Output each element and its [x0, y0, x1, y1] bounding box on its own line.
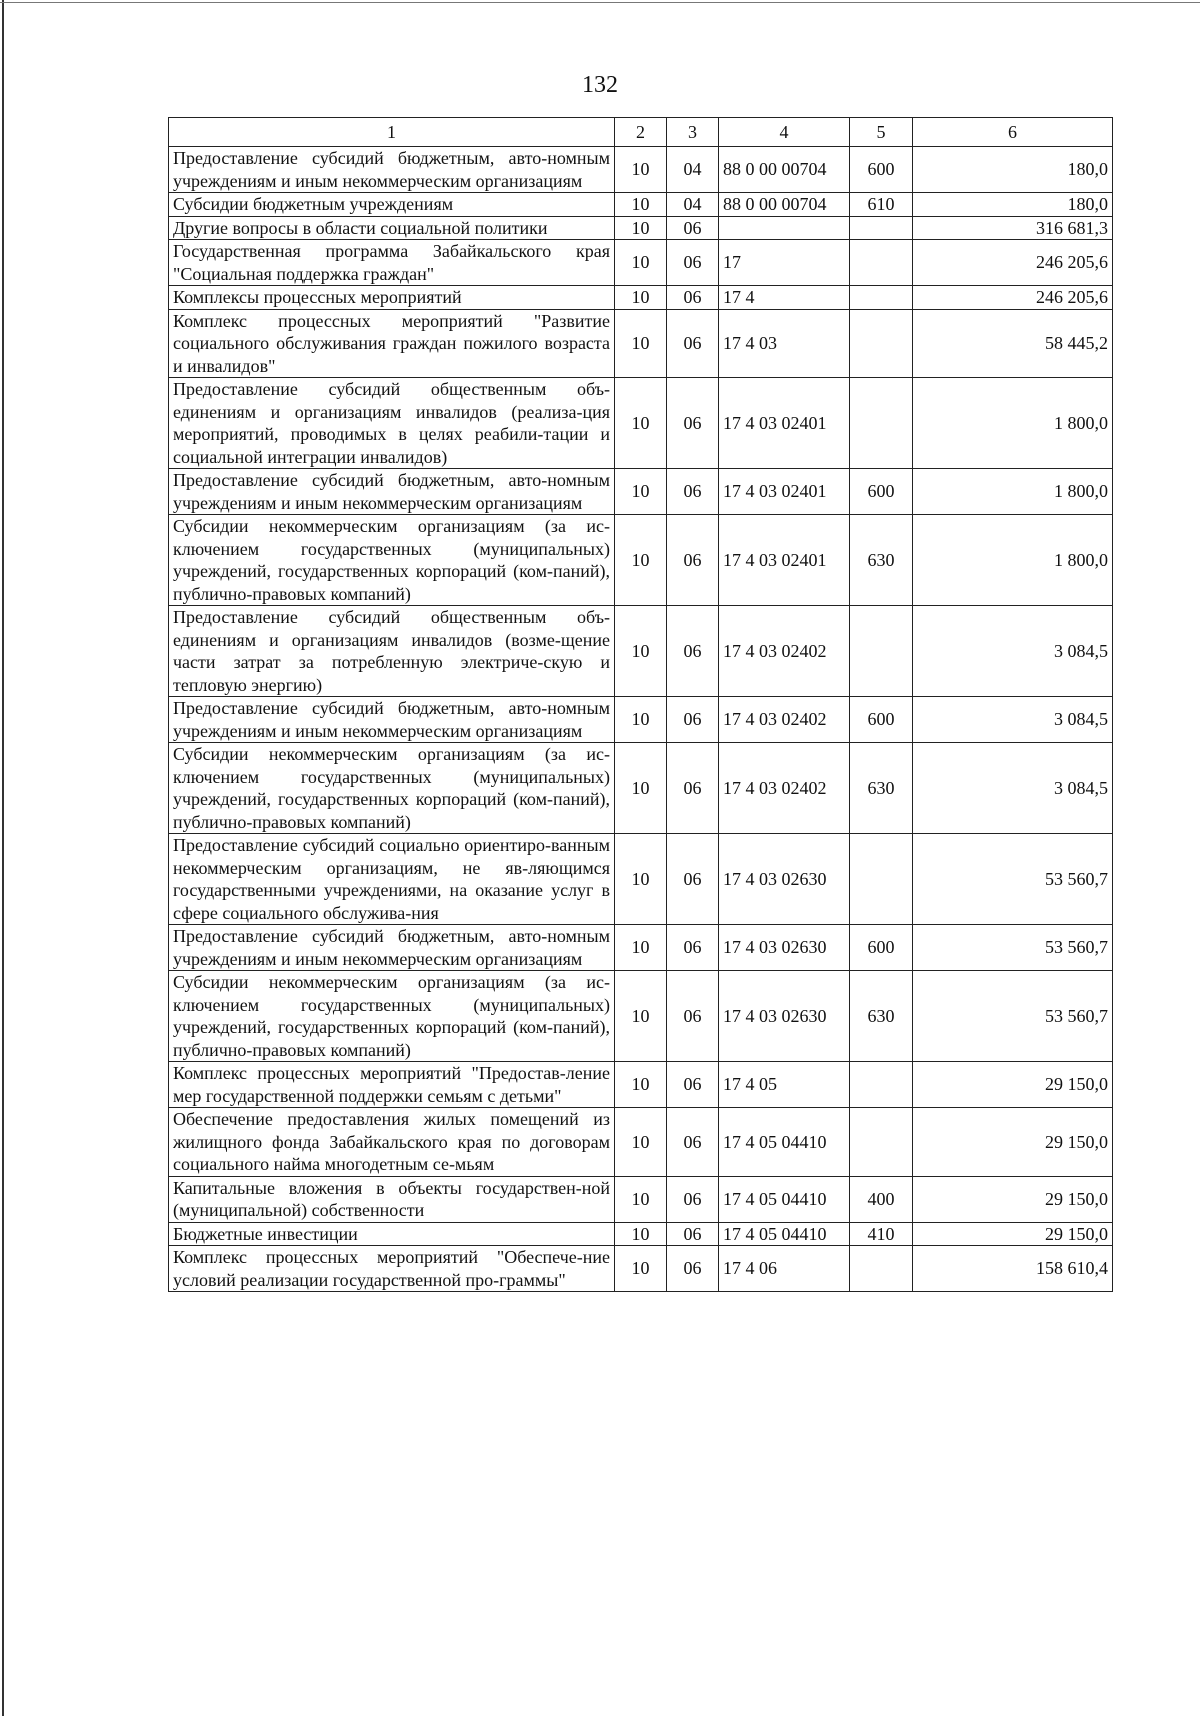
page-top-edge	[0, 2, 1200, 3]
row-name-cell: Другие вопросы в области социальной политики	[169, 216, 615, 240]
row-target-code-cell: 17 4 03 02402	[719, 697, 850, 743]
row-section-cell: 10	[615, 515, 667, 606]
row-target-code-cell: 17 4 06	[719, 1246, 850, 1292]
table-row	[169, 834, 1113, 925]
row-name-cell: Предоставление субсидий бюджетным, авто-номным учреждениям и иным некоммерческим организациям	[169, 147, 615, 193]
row-target-code-cell: 17 4 03 02630	[719, 925, 850, 971]
row-subsection-cell: 06	[667, 1246, 719, 1292]
row-expense-type-cell: 600	[850, 697, 913, 743]
row-expense-type-cell	[850, 834, 913, 925]
row-target-code-cell: 17 4 05 04410	[719, 1222, 850, 1246]
row-section-cell: 10	[615, 1246, 667, 1292]
row-expense-type-cell: 630	[850, 515, 913, 606]
table-row	[169, 240, 1113, 286]
row-section-cell: 10	[615, 309, 667, 378]
table-row	[169, 286, 1113, 310]
row-expense-type-cell	[850, 286, 913, 310]
row-target-code-cell: 17	[719, 240, 850, 286]
row-subsection-cell: 06	[667, 606, 719, 697]
table-row	[169, 743, 1113, 834]
row-name-cell: Комплекс процессных мероприятий "Развитие социального обслуживания граждан пожилого возраста и инвалидов"	[169, 309, 615, 378]
table-row	[169, 1246, 1113, 1292]
row-amount-cell: 53 560,7	[913, 971, 1113, 1062]
header-col-3: 3	[667, 118, 719, 147]
row-section-cell: 10	[615, 743, 667, 834]
row-subsection-cell: 06	[667, 469, 719, 515]
row-target-code-cell: 17 4 03 02401	[719, 469, 850, 515]
row-subsection-cell: 06	[667, 1222, 719, 1246]
row-subsection-cell: 06	[667, 286, 719, 310]
row-amount-cell: 246 205,6	[913, 240, 1113, 286]
row-subsection-cell: 06	[667, 834, 719, 925]
row-amount-cell: 29 150,0	[913, 1108, 1113, 1177]
row-target-code-cell: 17 4 05 04410	[719, 1108, 850, 1177]
page-left-edge	[2, 0, 4, 1716]
table-row	[169, 971, 1113, 1062]
row-target-code-cell: 17 4 03 02401	[719, 515, 850, 606]
row-section-cell: 10	[615, 216, 667, 240]
row-target-code-cell: 17 4 05 04410	[719, 1176, 850, 1222]
header-col-6: 6	[913, 118, 1113, 147]
row-section-cell: 10	[615, 925, 667, 971]
table-row	[169, 1062, 1113, 1108]
row-name-cell: Предоставление субсидий бюджетным, авто-номным учреждениям и иным некоммерческим организациям	[169, 469, 615, 515]
row-amount-cell: 316 681,3	[913, 216, 1113, 240]
table-row	[169, 1222, 1113, 1246]
row-expense-type-cell: 410	[850, 1222, 913, 1246]
row-amount-cell: 1 800,0	[913, 378, 1113, 469]
row-section-cell: 10	[615, 834, 667, 925]
header-col-4: 4	[719, 118, 850, 147]
row-expense-type-cell: 630	[850, 971, 913, 1062]
table-row	[169, 1108, 1113, 1177]
row-expense-type-cell	[850, 1108, 913, 1177]
row-target-code-cell: 17 4 03 02402	[719, 606, 850, 697]
row-target-code-cell: 17 4 03 02401	[719, 378, 850, 469]
table-row	[169, 193, 1113, 217]
row-amount-cell: 3 084,5	[913, 697, 1113, 743]
row-subsection-cell: 06	[667, 1176, 719, 1222]
table-row	[169, 469, 1113, 515]
row-name-cell: Государственная программа Забайкальского края "Социальная поддержка граждан"	[169, 240, 615, 286]
row-name-cell: Обеспечение предоставления жилых помещений из жилищного фонда Забайкальского края по договорам социального найма многодетным се-мьям	[169, 1108, 615, 1177]
row-expense-type-cell: 610	[850, 193, 913, 217]
row-expense-type-cell	[850, 606, 913, 697]
row-section-cell: 10	[615, 240, 667, 286]
row-target-code-cell: 17 4 05	[719, 1062, 850, 1108]
page-number: 132	[582, 72, 618, 98]
table-row	[169, 925, 1113, 971]
row-expense-type-cell: 600	[850, 147, 913, 193]
row-subsection-cell: 06	[667, 216, 719, 240]
row-name-cell: Субсидии некоммерческим организациям (за ис-ключением государственных (муниципальных) учреждений, государственных корпораций (ком-паний), публично-правовых компаний)	[169, 743, 615, 834]
row-name-cell: Предоставление субсидий общественным объ-единениям и организациям инвалидов (возме-щение части затрат за потребленную электриче-скую и тепловую энергию)	[169, 606, 615, 697]
row-target-code-cell: 17 4 03 02630	[719, 834, 850, 925]
row-name-cell: Предоставление субсидий бюджетным, авто-номным учреждениям и иным некоммерческим организациям	[169, 697, 615, 743]
row-section-cell: 10	[615, 286, 667, 310]
row-expense-type-cell: 630	[850, 743, 913, 834]
row-section-cell: 10	[615, 378, 667, 469]
table-row	[169, 1176, 1113, 1222]
row-expense-type-cell: 400	[850, 1176, 913, 1222]
row-subsection-cell: 06	[667, 1062, 719, 1108]
row-name-cell: Предоставление субсидий бюджетным, авто-номным учреждениям и иным некоммерческим организациям	[169, 925, 615, 971]
row-subsection-cell: 06	[667, 1108, 719, 1177]
table-row	[169, 606, 1113, 697]
row-target-code-cell	[719, 216, 850, 240]
row-amount-cell: 53 560,7	[913, 925, 1113, 971]
row-subsection-cell: 06	[667, 515, 719, 606]
row-section-cell: 10	[615, 971, 667, 1062]
row-target-code-cell: 17 4 03 02402	[719, 743, 850, 834]
row-subsection-cell: 06	[667, 240, 719, 286]
row-expense-type-cell	[850, 240, 913, 286]
row-amount-cell: 29 150,0	[913, 1062, 1113, 1108]
row-section-cell: 10	[615, 1222, 667, 1246]
row-amount-cell: 29 150,0	[913, 1222, 1113, 1246]
row-expense-type-cell	[850, 1062, 913, 1108]
row-name-cell: Субсидии некоммерческим организациям (за ис-ключением государственных (муниципальных) учреждений, государственных корпораций (ком-паний), публично-правовых компаний)	[169, 971, 615, 1062]
row-expense-type-cell: 600	[850, 925, 913, 971]
row-amount-cell: 29 150,0	[913, 1176, 1113, 1222]
row-subsection-cell: 06	[667, 697, 719, 743]
row-amount-cell: 158 610,4	[913, 1246, 1113, 1292]
row-subsection-cell: 06	[667, 971, 719, 1062]
row-section-cell: 10	[615, 697, 667, 743]
table-row	[169, 378, 1113, 469]
row-amount-cell: 180,0	[913, 193, 1113, 217]
header-col-5: 5	[850, 118, 913, 147]
row-amount-cell: 53 560,7	[913, 834, 1113, 925]
row-subsection-cell: 06	[667, 925, 719, 971]
row-section-cell: 10	[615, 147, 667, 193]
row-amount-cell: 1 800,0	[913, 515, 1113, 606]
row-expense-type-cell	[850, 216, 913, 240]
row-subsection-cell: 04	[667, 147, 719, 193]
table-row	[169, 515, 1113, 606]
row-name-cell: Комплекс процессных мероприятий "Обеспече-ние условий реализации государственной про-граммы"	[169, 1246, 615, 1292]
row-name-cell: Субсидии бюджетным учреждениям	[169, 193, 615, 217]
row-target-code-cell: 88 0 00 00704	[719, 147, 850, 193]
row-section-cell: 10	[615, 193, 667, 217]
row-name-cell: Комплексы процессных мероприятий	[169, 286, 615, 310]
row-amount-cell: 58 445,2	[913, 309, 1113, 378]
table-row	[169, 309, 1113, 378]
row-subsection-cell: 06	[667, 378, 719, 469]
row-name-cell: Бюджетные инвестиции	[169, 1222, 615, 1246]
row-subsection-cell: 06	[667, 743, 719, 834]
row-section-cell: 10	[615, 1062, 667, 1108]
row-expense-type-cell	[850, 309, 913, 378]
row-amount-cell: 3 084,5	[913, 743, 1113, 834]
row-amount-cell: 246 205,6	[913, 286, 1113, 310]
row-target-code-cell: 17 4	[719, 286, 850, 310]
row-expense-type-cell: 600	[850, 469, 913, 515]
row-amount-cell: 180,0	[913, 147, 1113, 193]
row-subsection-cell: 06	[667, 309, 719, 378]
budget-table	[168, 117, 1113, 1292]
header-col-2: 2	[615, 118, 667, 147]
row-name-cell: Субсидии некоммерческим организациям (за ис-ключением государственных (муниципальных) учреждений, государственных корпораций (ком-паний), публично-правовых компаний)	[169, 515, 615, 606]
row-name-cell: Предоставление субсидий социально ориентиро-ванным некоммерческим организациям, не яв-ляющимся государственными учреждениями, на оказание услуг в сфере социального обслужива-ния	[169, 834, 615, 925]
row-section-cell: 10	[615, 469, 667, 515]
header-col-1: 1	[169, 118, 615, 147]
table-row	[169, 697, 1113, 743]
row-section-cell: 10	[615, 606, 667, 697]
row-target-code-cell: 88 0 00 00704	[719, 193, 850, 217]
row-expense-type-cell	[850, 378, 913, 469]
row-target-code-cell: 17 4 03 02630	[719, 971, 850, 1062]
table-row	[169, 216, 1113, 240]
table-row	[169, 147, 1113, 193]
row-section-cell: 10	[615, 1176, 667, 1222]
row-amount-cell: 3 084,5	[913, 606, 1113, 697]
row-subsection-cell: 04	[667, 193, 719, 217]
table-header-row	[169, 118, 1113, 147]
budget-table-body	[169, 118, 1113, 1292]
row-amount-cell: 1 800,0	[913, 469, 1113, 515]
row-name-cell: Комплекс процессных мероприятий "Предостав-ление мер государственной поддержки семьям с детьми"	[169, 1062, 615, 1108]
row-expense-type-cell	[850, 1246, 913, 1292]
row-target-code-cell: 17 4 03	[719, 309, 850, 378]
row-section-cell: 10	[615, 1108, 667, 1177]
row-name-cell: Предоставление субсидий общественным объ-единениям и организациям инвалидов (реализа-ция мероприятий, проводимых в целях реабили-тации и социальной интеграции инвалидов)	[169, 378, 615, 469]
row-name-cell: Капитальные вложения в объекты государствен-ной (муниципальной) собственности	[169, 1176, 615, 1222]
